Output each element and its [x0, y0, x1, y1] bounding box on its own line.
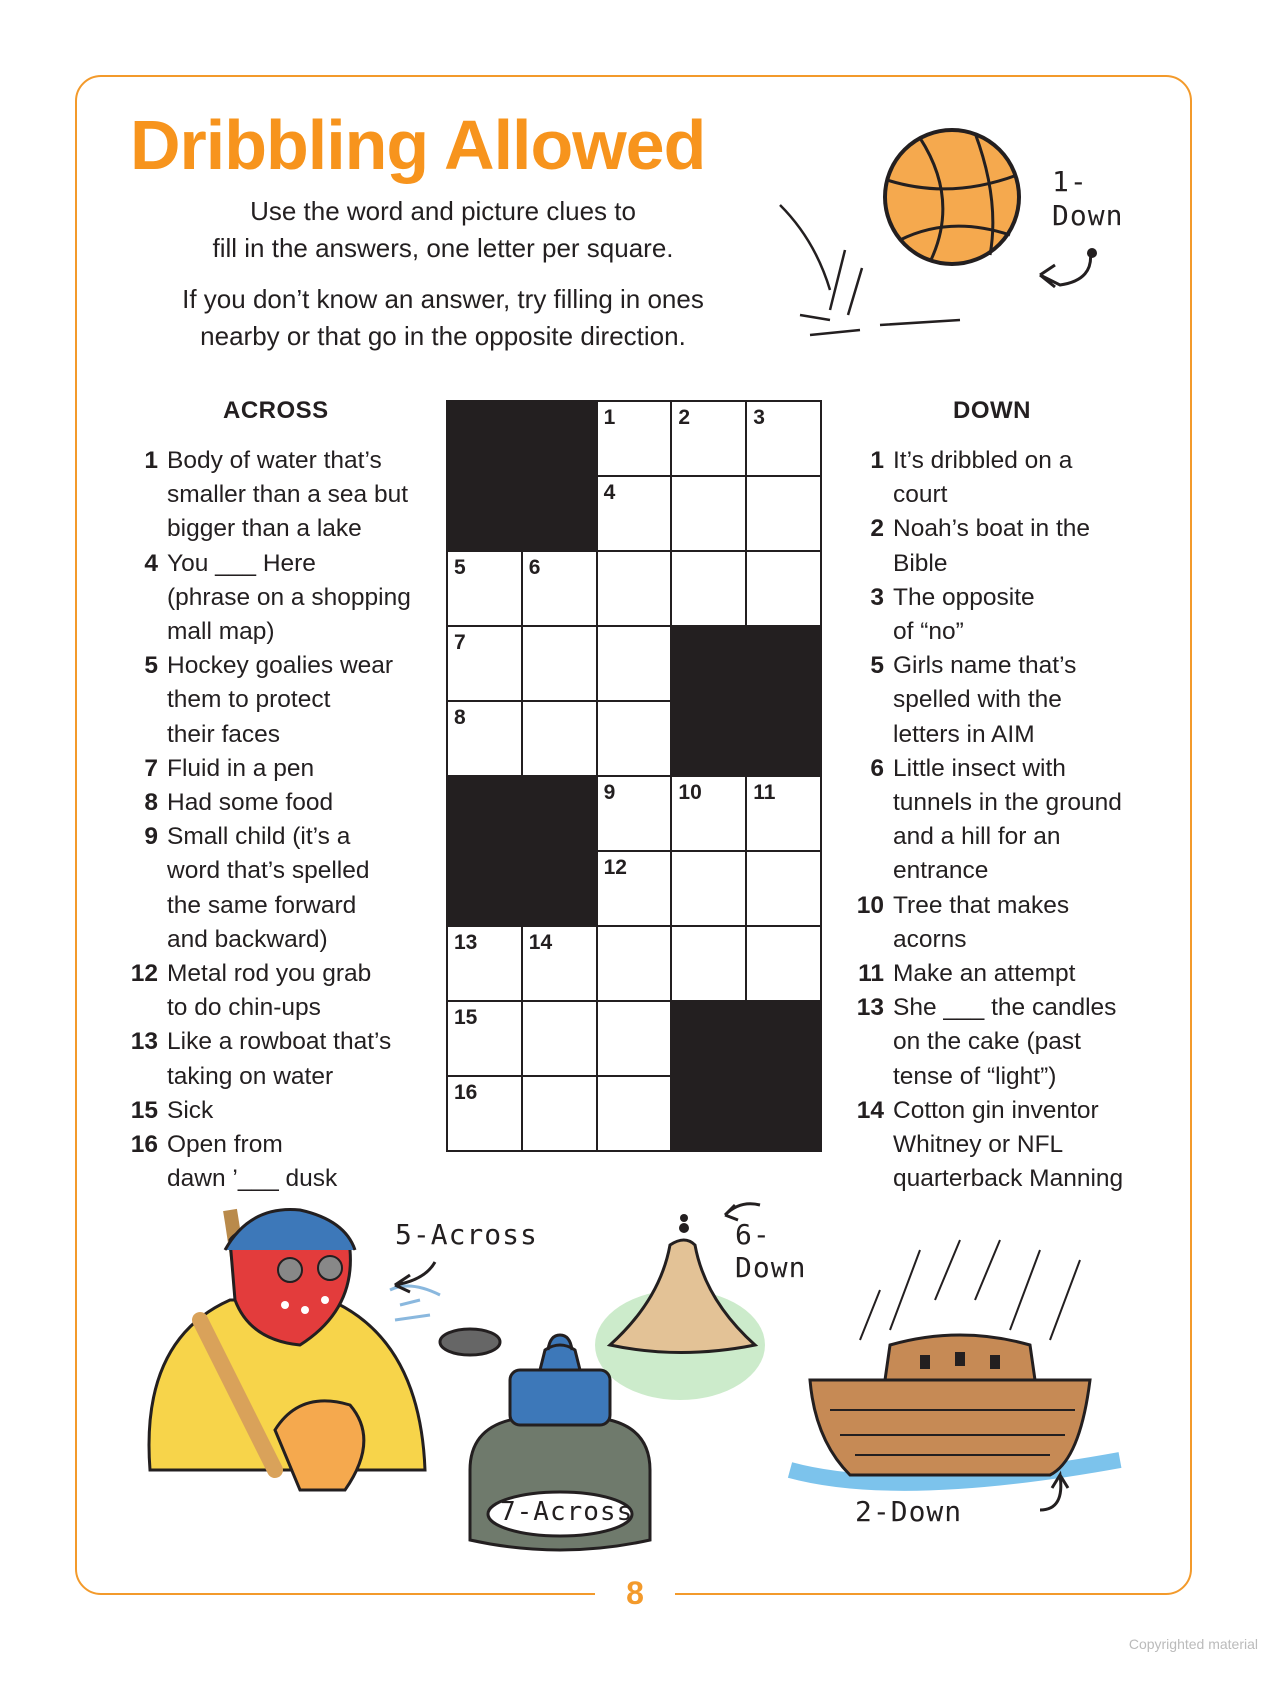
square-number: 14 [528, 931, 553, 954]
clue-text: Hockey goalies wear [167, 652, 394, 680]
clue-text: (phrase on a shopping [167, 583, 411, 611]
square-number: 2 [678, 406, 691, 429]
clue-number: 13 [130, 1028, 158, 1056]
clue-number: 6 [870, 754, 884, 782]
clue-number: 10 [856, 891, 884, 919]
clue-text: taking on water [167, 1062, 334, 1090]
square-number: 10 [678, 781, 702, 804]
square-number: 11 [753, 781, 776, 804]
clue-text: on the cake (past [893, 1028, 1081, 1056]
clue-text: Girls name that’s [893, 652, 1077, 680]
clue-text: acorns [893, 925, 967, 953]
clue-number: 15 [130, 1096, 158, 1124]
clue-text: Sick [167, 1096, 214, 1124]
square-number: 9 [603, 781, 616, 804]
clue-text: tunnels in the ground [893, 789, 1122, 817]
clue-text: Whitney or NFL [893, 1131, 1064, 1159]
clue-text: smaller than a sea but [167, 481, 409, 509]
clue-text: to do chin-ups [167, 994, 321, 1022]
square-number: 6 [528, 556, 541, 579]
clue-number: 5 [144, 652, 158, 680]
clue-text: Little insect with [893, 754, 1066, 782]
clue-text: Tree that makes [893, 891, 1070, 919]
hockey-goalie-icon [149, 1210, 500, 1491]
square-number: 5 [454, 556, 466, 579]
clue-number: 1 [144, 447, 158, 474]
square-number: 15 [454, 1006, 478, 1029]
square-number: 16 [454, 1081, 478, 1104]
label-7-across: 7-Across [500, 1497, 634, 1527]
clue-number: 1 [870, 447, 884, 474]
clue-number: 12 [130, 960, 158, 988]
label-6-down: 6-Down [735, 1218, 807, 1284]
clue-text: and backward) [167, 925, 328, 953]
square-number: 3 [753, 406, 765, 429]
clue-text: Like a rowboat that’s [167, 1028, 392, 1056]
clue-text: Make an attempt [893, 960, 1076, 988]
clue-text: quarterback Manning [893, 1165, 1124, 1193]
square-number: 8 [454, 706, 466, 729]
clue-text: Noah’s boat in the [893, 515, 1091, 543]
instruction-line: nearby or that go in the opposite direction. [200, 321, 686, 351]
label-5-across: 5-Across [395, 1218, 538, 1251]
clue-text: Small child (it’s a [167, 823, 351, 851]
clue-text: spelled with the [893, 686, 1062, 714]
label-1-down: 1-Down [1052, 165, 1124, 232]
clue-text: them to protect [167, 686, 331, 714]
clue-text: Bible [893, 549, 948, 577]
across-heading: ACROSS [223, 397, 329, 424]
ark-icon [790, 1240, 1120, 1510]
down-heading: DOWN [953, 397, 1031, 424]
clue-number: 2 [870, 515, 884, 543]
clue-number: 14 [856, 1096, 884, 1124]
clue-text: Fluid in a pen [167, 754, 315, 782]
clue-number: 3 [870, 583, 884, 611]
clue-text: Had some food [167, 789, 334, 817]
clue-text: tense of “light”) [893, 1062, 1057, 1090]
clue-text: bigger than a lake [167, 515, 362, 543]
clue-text: entrance [893, 857, 989, 885]
square-number: 7 [454, 631, 466, 654]
clue-number: 16 [130, 1131, 158, 1159]
clue-number: 11 [858, 960, 884, 988]
clue-number: 9 [144, 823, 158, 851]
clue-text: Body of water that’s [167, 447, 382, 474]
page-number: 8 [626, 1575, 644, 1611]
clue-text: Metal rod you grab [167, 960, 372, 988]
label-2-down: 2-Down [855, 1495, 963, 1528]
clue-text: You ___ Here [167, 549, 316, 577]
square-number: 13 [454, 931, 478, 954]
clue-text: Open from [167, 1131, 283, 1159]
instruction-line: Use the word and picture clues to [250, 196, 636, 226]
copyright-notice: Copyrighted material [1128, 1636, 1258, 1652]
clue-number: 5 [870, 652, 884, 680]
clue-text: She ___ the candles [893, 994, 1117, 1022]
clue-text: letters in AIM [893, 720, 1035, 748]
clue-text: their faces [167, 720, 281, 748]
clue-number: 4 [144, 549, 158, 577]
instruction-line: fill in the answers, one letter per square. [212, 233, 674, 263]
square-number: 4 [603, 481, 616, 504]
clue-text: It’s dribbled on a [893, 447, 1073, 474]
clue-text: of “no” [893, 618, 964, 646]
clue-text: court [893, 481, 948, 509]
clue-text: the same forward [167, 891, 357, 919]
clue-text: and a hill for an [893, 823, 1061, 851]
clue-text: The opposite [893, 583, 1035, 611]
clue-number: 8 [144, 789, 158, 817]
clue-text: dawn ’___ dusk [167, 1165, 338, 1193]
page-title: Dribbling Allowed [130, 106, 706, 184]
square-number: 12 [603, 856, 627, 879]
square-number: 1 [603, 406, 616, 429]
clue-text: Cotton gin inventor [893, 1096, 1099, 1124]
clue-text: word that’s spelled [167, 857, 370, 885]
instruction-line: If you don’t know an answer, try filling in ones [182, 284, 704, 314]
clue-text: mall map) [167, 618, 275, 646]
clue-number: 13 [856, 994, 884, 1022]
basketball-icon [780, 130, 1097, 335]
clue-number: 7 [144, 754, 158, 782]
